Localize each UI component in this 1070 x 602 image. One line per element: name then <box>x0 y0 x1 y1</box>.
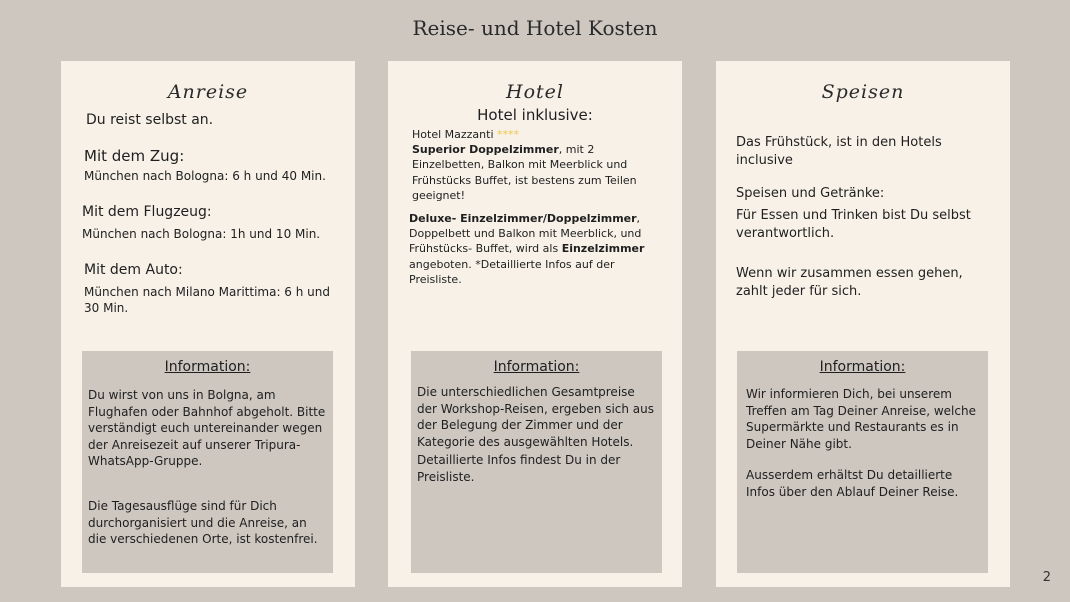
hotel-deluxe-text <box>409 211 664 287</box>
deluxe-desc: , Doppelbett und Balkon mit Meerblick, und Frühstücks- Buffet, wird als <box>409 212 642 256</box>
auto-text: München nach Milano Marittima: 6 h und 30 Min. <box>84 285 330 316</box>
hotel-name: Hotel Mazzanti <box>412 128 497 141</box>
superior-desc: , mit 2 Einzelbetten, Balkon mit Meerblick und Frühstücks Buffet, ist bestens zum Teilen geeignet! <box>412 143 637 202</box>
speisen-info-p1: Wir informieren Dich, bei unserem Treffen am Tag Deiner Anreise, welche Supermärkte und Restaurants es in Deiner Nähe gibt. <box>746 387 976 451</box>
zug-label: Mit dem Zug: <box>84 147 185 165</box>
hotel-info-title: Information: <box>493 359 580 375</box>
speisen-info-p2: Ausserdem erhältst Du detaillierte Infos über den Ablauf Deiner Reise. <box>746 468 959 499</box>
anreise-info-title: Information: <box>164 359 251 375</box>
star-rating: **** <box>497 128 519 141</box>
speisen-p2-text: Für Essen und Trinken bist Du selbst verantwortlich. <box>736 208 971 241</box>
flug-text: München nach Bologna: 1h und 10 Min. <box>82 227 321 241</box>
anreise-heading: Anreise <box>167 81 249 103</box>
anreise-infobox <box>82 351 333 573</box>
speisen-heading: Speisen <box>821 81 905 103</box>
hotel-info-p1: Die unterschiedlichen Gesamtpreise der Workshop-Reisen, ergeben sich aus der Belegung der Zimmer und der Kategorie des ausgewählten Hotels. <box>417 385 655 449</box>
superior-room: Superior Doppelzimmer <box>412 143 559 157</box>
auto-label: Mit dem Auto: <box>84 262 183 278</box>
page-title: Reise- und Hotel Kosten <box>412 16 658 40</box>
einzelzimmer: Einzelzimmer <box>561 242 645 256</box>
speisen-p3: Wenn wir zusammen essen gehen, zahlt jeder für sich. <box>736 266 963 299</box>
speisen-info-title: Information: <box>819 359 906 375</box>
zug-text: München nach Bologna: 6 h und 40 Min. <box>84 169 326 183</box>
anreise-info-p1: Du wirst von uns in Bolgna, am Flughafen oder Bahnhof abgeholt. Bitte verständigt euch untereinander wegen der Anreisezeit auf unserer Tripura-WhatsApp-Gruppe. <box>88 388 326 469</box>
hotel-subheading: Hotel inklusive: <box>477 106 593 124</box>
card-speisen <box>716 61 1010 587</box>
anreise-info-p2: Die Tagesausflüge sind für Dich durchorganisiert und die Anreise, an die verschiedenen Orte, ist kostenfrei. <box>88 499 318 547</box>
flug-label: Mit dem Flugzeug: <box>82 204 212 220</box>
hotel-superior-text <box>412 127 664 203</box>
deluxe-room: Deluxe- Einzelzimmer/Doppelzimmer <box>409 212 637 225</box>
card-hotel <box>388 61 682 587</box>
page-number: 2 <box>1042 570 1051 585</box>
deluxe-desc-2: angeboten. *Detaillierte Infos auf der Preisliste. <box>409 257 615 286</box>
hotel-infobox <box>411 351 662 573</box>
hotel-heading: Hotel <box>506 81 564 103</box>
card-anreise <box>61 61 355 587</box>
speisen-infobox <box>737 351 988 573</box>
anreise-intro: Du reist selbst an. <box>86 112 214 128</box>
speisen-p2-label: Speisen und Getränke: <box>736 186 885 201</box>
hotel-info-p2: Detaillierte Infos findest Du in der Preisliste. <box>417 453 621 484</box>
speisen-p1: Das Frühstück, ist in den Hotels inclusive <box>736 135 942 168</box>
